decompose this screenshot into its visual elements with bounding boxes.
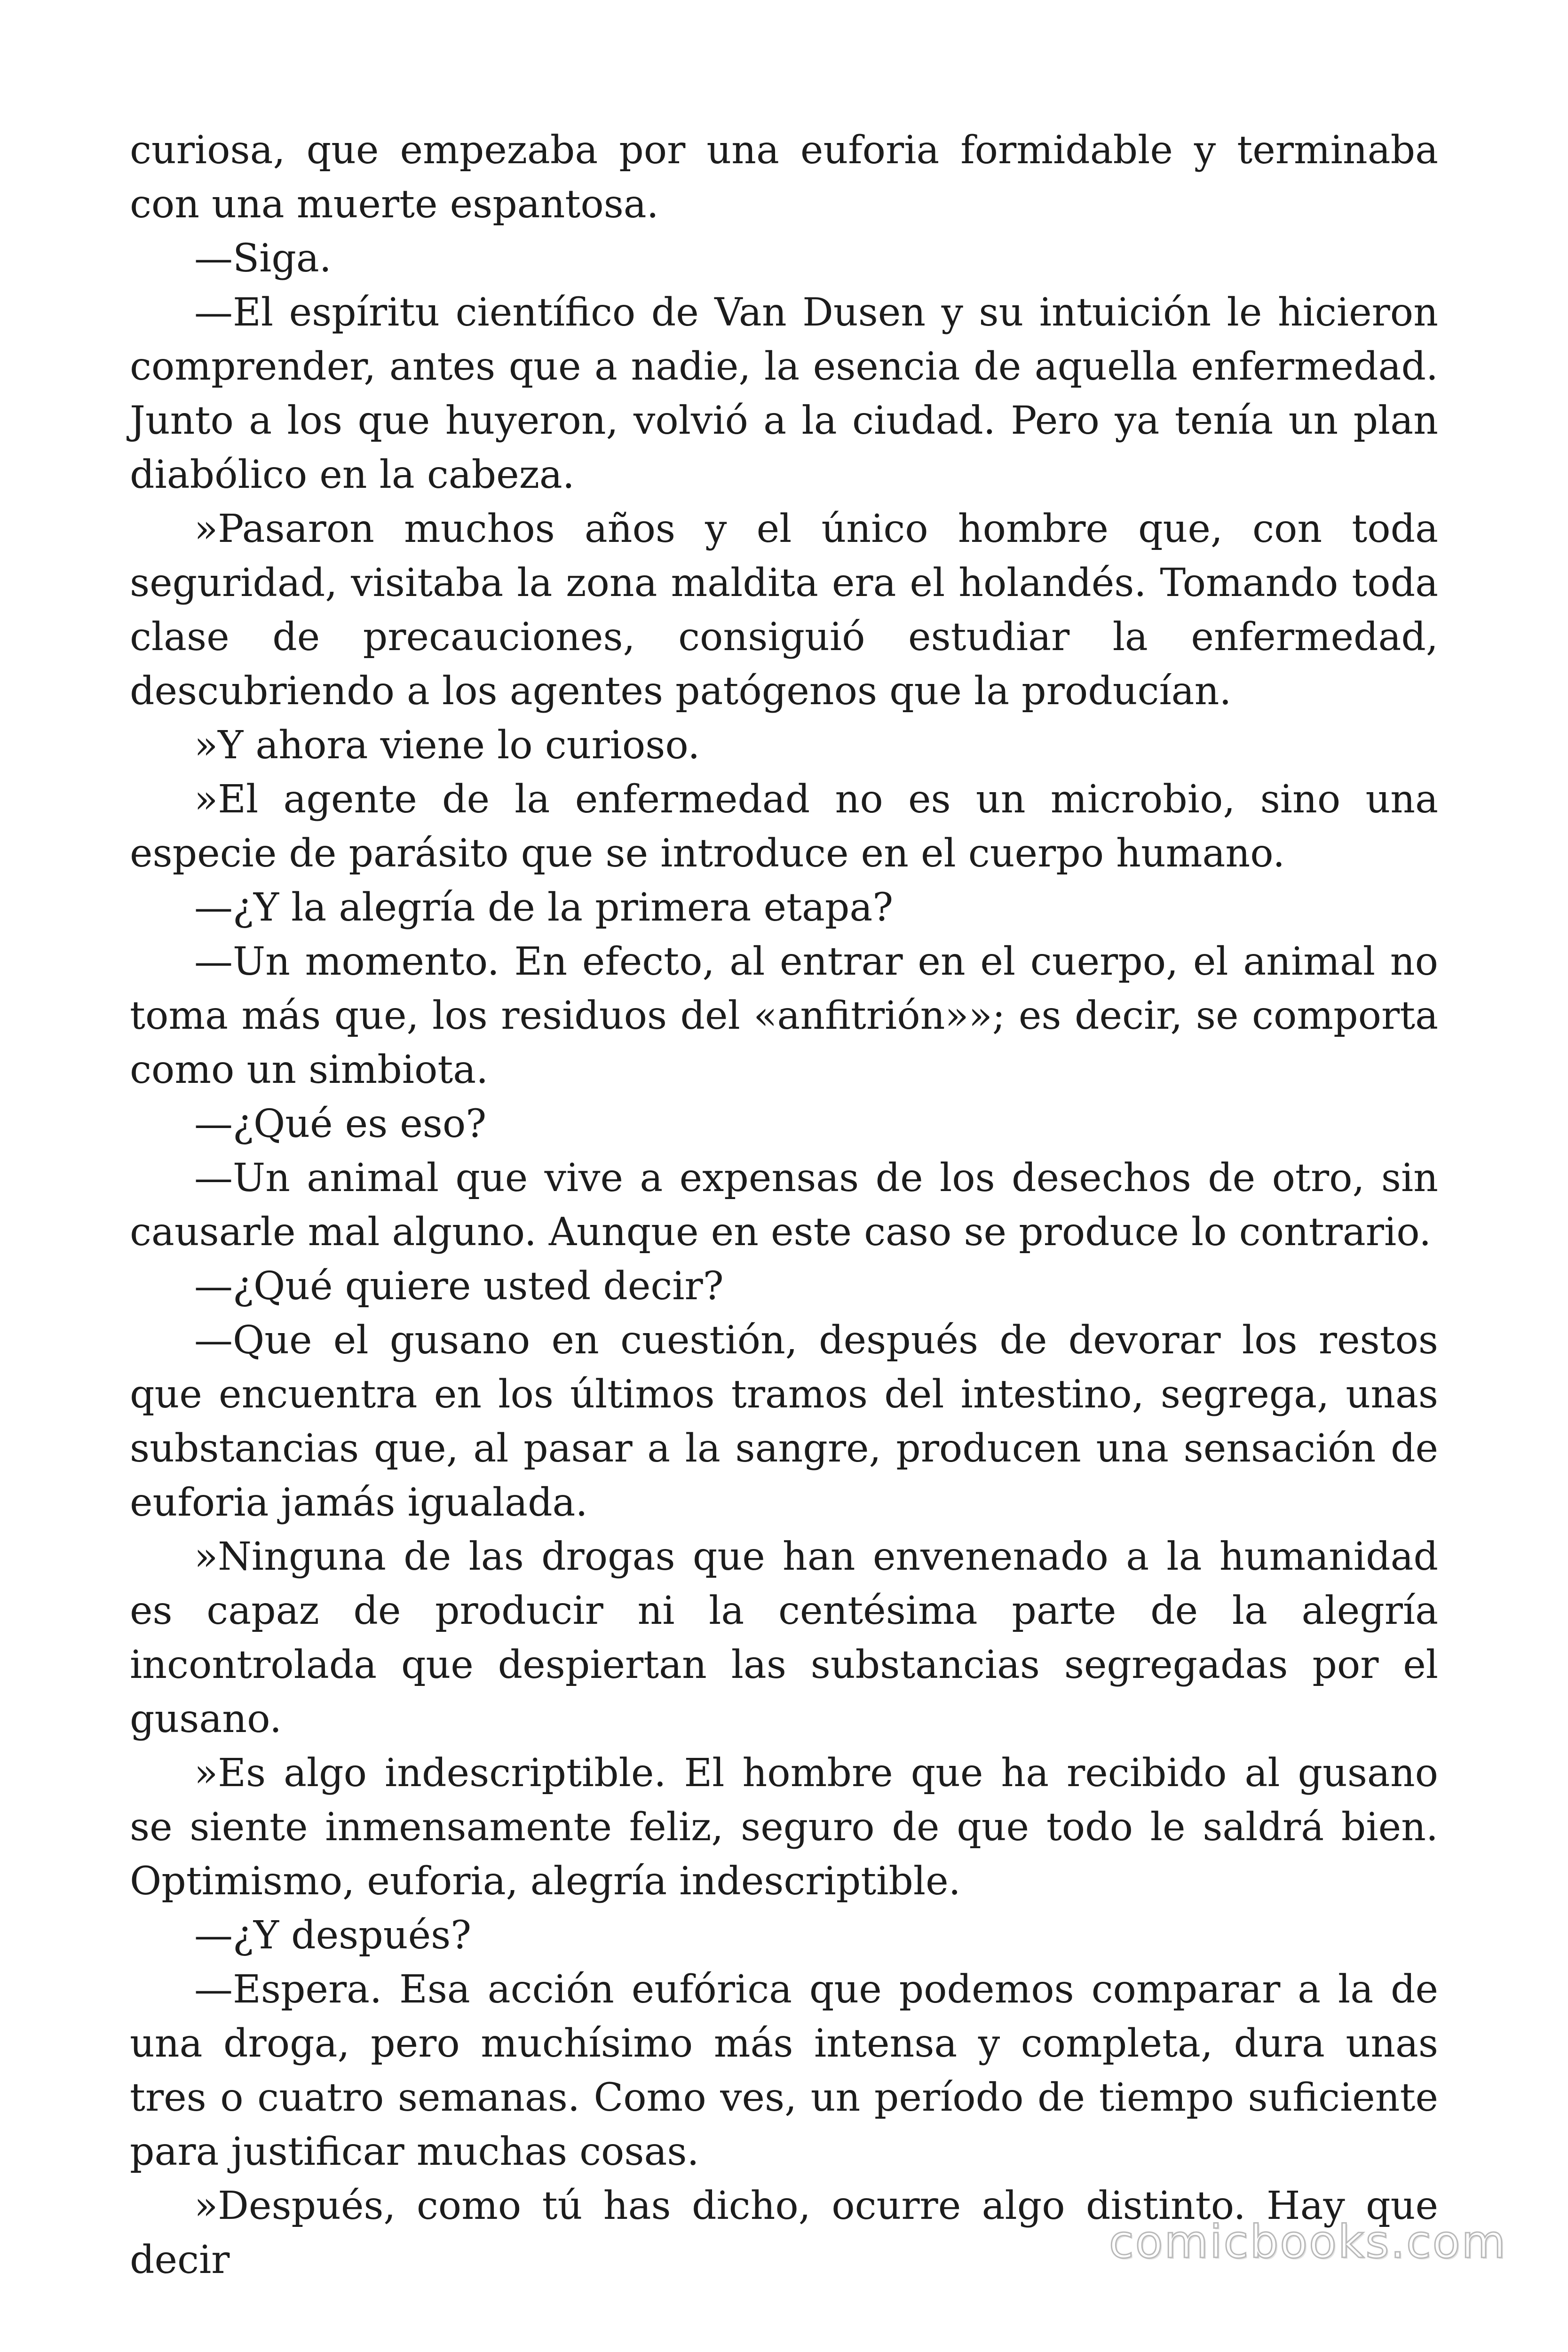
paragraph: —¿Y la alegría de la primera etapa? xyxy=(194,885,894,930)
paragraph: »Después, como tú has dicho, ocurre algo distinto. Hay que decir xyxy=(130,2184,1438,2282)
paragraph: —El espíritu científico de Van Dusen y su intuición le hicieron comprender, antes que a nadie, la esencia de aquella enfermedad. Junto a los que huyeron, volvió a la ciudad. Pero ya tenía un plan diabólico en la cabeza. xyxy=(130,290,1438,497)
paragraph: —¿Qué es eso? xyxy=(194,1102,487,1146)
paragraph: —¿Qué quiere usted decir? xyxy=(194,1264,724,1309)
paragraph: »Ninguna de las drogas que han envenenado a la humanidad es capaz de producir ni la centésima parte de la alegría incontrolada que despiertan las substancias segregadas por el gusano. xyxy=(130,1534,1438,1741)
paragraph: »Y ahora viene lo curioso. xyxy=(194,723,700,768)
paragraph: »Es algo indescriptible. El hombre que ha recibido al gusano se siente inmensamente feliz, seguro de que todo le saldrá bien. Optimismo, euforia, alegría indescriptible. xyxy=(130,1751,1438,1904)
paragraph: —Un momento. En efecto, al entrar en el cuerpo, el animal no toma más que, los residuos del «anfitrión»»; es decir, se comporta como un simbiota. xyxy=(130,939,1438,1092)
paragraph: —Que el gusano en cuestión, después de devorar los restos que encuentra en los últimos tramos del intestino, segrega, unas substancias que, al pasar a la sangre, producen una sensación de euforia jamás igualada. xyxy=(130,1318,1438,1525)
paragraph: —¿Y después? xyxy=(194,1913,472,1958)
paragraph: curiosa, que empezaba por una euforia formidable y terminaba con una muerte espantosa. xyxy=(130,128,1438,227)
book-page-text xyxy=(130,123,1438,2287)
paragraph: »El agente de la enfermedad no es un microbio, sino una especie de parásito que se introduce en el cuerpo humano. xyxy=(130,777,1438,876)
paragraph: »Pasaron muchos años y el único hombre que, con toda seguridad, visitaba la zona maldita era el holandés. Tomando toda clase de precauciones, consiguió estudiar la enfermedad, descubriendo a los agentes patógenos que la producían. xyxy=(130,507,1438,714)
paragraph: —Espera. Esa acción eufórica que podemos comparar a la de una droga, pero muchísimo más intensa y completa, dura unas tres o cuatro semanas. Como ves, un período de tiempo suficiente para justificar muchas cosas. xyxy=(130,1967,1438,2174)
paragraph: —Siga. xyxy=(194,236,332,281)
paragraph: —Un animal que vive a expensas de los desechos de otro, sin causarle mal alguno. Aunque en este caso se produce lo contrario. xyxy=(130,1156,1438,1255)
watermark-logo: comicbooks.com xyxy=(1109,2216,1507,2268)
